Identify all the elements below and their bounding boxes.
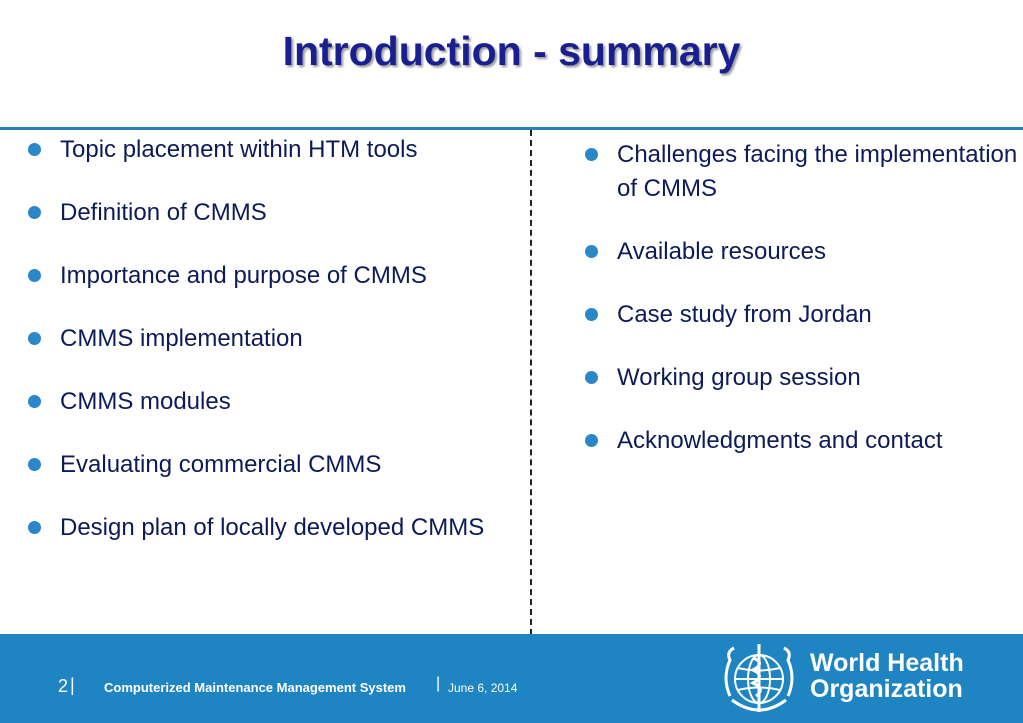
footer-separator: | <box>70 675 75 695</box>
list-item <box>26 196 516 230</box>
list-item-text: CMMS modules <box>60 388 231 415</box>
bullet-icon <box>585 308 598 321</box>
bullet-icon <box>28 143 41 156</box>
page-number: 2 <box>58 676 69 696</box>
list-item-text: Evaluating commercial CMMS <box>60 451 382 478</box>
right-bullet-list <box>583 138 1019 487</box>
footer-date: June 6, 2014 <box>448 681 518 695</box>
who-logo-line2: Organization <box>810 675 963 703</box>
list-item-text: Importance and purpose of CMMS <box>60 262 427 289</box>
list-item-text: CMMS implementation <box>60 325 303 352</box>
title-rule <box>0 127 1023 130</box>
list-item <box>26 322 516 356</box>
list-item-text: Definition of CMMS <box>60 199 267 226</box>
bullet-icon <box>585 434 598 447</box>
list-item <box>583 298 1019 332</box>
list-item-text: Design plan of locally developed CMMS <box>60 514 485 541</box>
list-item-text: Challenges facing the implementation of CMMS <box>617 141 1018 202</box>
bullet-icon <box>28 521 41 534</box>
list-item-text: Working group session <box>617 364 861 391</box>
bullet-icon <box>585 148 598 161</box>
left-bullet-list <box>26 133 516 574</box>
bullet-icon <box>585 371 598 384</box>
footer-separator: | <box>436 675 441 692</box>
list-item <box>26 259 516 293</box>
list-item <box>583 361 1019 395</box>
footer-title: Computerized Maintenance Management System <box>104 680 406 695</box>
list-item <box>26 385 516 419</box>
bullet-icon <box>28 269 41 282</box>
list-item <box>26 511 516 545</box>
column-divider <box>530 130 532 635</box>
bullet-icon <box>585 245 598 258</box>
list-item <box>583 235 1019 269</box>
footer-bar <box>0 634 1023 723</box>
who-logo-line1: World Health <box>810 649 964 677</box>
list-item <box>583 138 1019 206</box>
who-logo-text <box>810 650 964 702</box>
list-item-text: Topic placement within HTM tools <box>60 136 418 163</box>
who-emblem-icon <box>716 638 802 720</box>
slide-title: Introduction - summary <box>282 28 741 74</box>
list-item <box>583 424 1019 458</box>
bullet-icon <box>28 395 41 408</box>
list-item <box>26 133 516 167</box>
list-item-text: Case study from Jordan <box>617 301 872 328</box>
list-item-text: Available resources <box>617 238 827 265</box>
bullet-icon <box>28 206 41 219</box>
list-item <box>26 448 516 482</box>
list-item-text: Acknowledgments and contact <box>617 427 943 454</box>
bullet-icon <box>28 332 41 345</box>
bullet-icon <box>28 458 41 471</box>
